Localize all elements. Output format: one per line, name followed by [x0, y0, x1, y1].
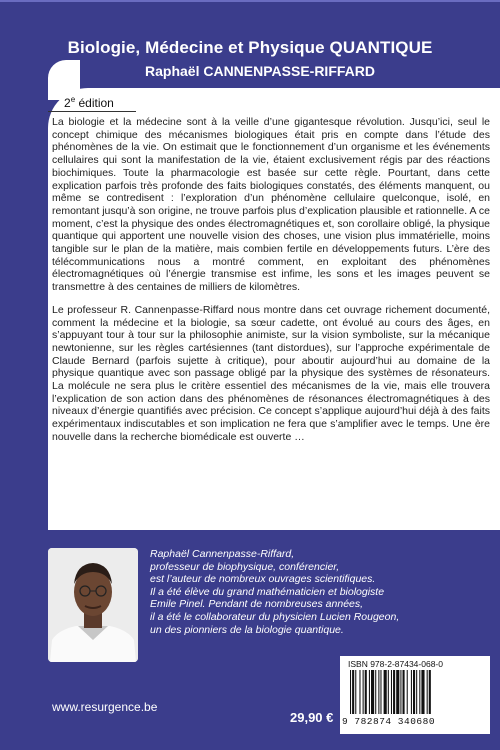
bio-line: est l’auteur de nombreux ouvrages scientifiques. — [150, 573, 376, 586]
author-portrait-image — [48, 548, 138, 662]
bio-line: un des pionniers de la biologie quantique. — [150, 623, 344, 636]
bio-line: il a été le collaborateur du physicien Lucien Rougeon, — [150, 610, 400, 623]
edition-number: 2 — [64, 96, 71, 110]
bio-line: professeur de biophysique, conférencier, — [150, 560, 340, 573]
isbn-label: ISBN 978-2-87434-068-0 — [348, 659, 443, 669]
bio-line: Raphaël Cannenpasse-Riffard, — [150, 548, 295, 560]
edition-underline — [48, 111, 136, 112]
blurb — [52, 116, 490, 454]
barcode-icon — [348, 670, 482, 716]
bio-line: Il a été élève du grand mathématicien et biologiste — [150, 585, 385, 598]
bio-line: Emile Pinel. Pendant de nombreuses années, — [150, 598, 364, 611]
author-name: Raphaël CANNENPASSE-RIFFARD — [145, 63, 375, 79]
book-title: Biologie, Médecine et Physique QUANTIQUE — [67, 38, 433, 57]
publisher-website[interactable]: www.resurgence.be — [52, 700, 158, 714]
edition-label — [64, 95, 114, 110]
edition-suffix: e — [70, 95, 76, 104]
author-photo — [48, 548, 138, 662]
edition-word: édition — [75, 96, 114, 110]
price-label: 29,90 € — [290, 710, 334, 725]
blurb-paragraph: Le professeur R. Cannenpasse-Riffard nous montre dans cet ouvrage richement documenté, comment la médecine et la biologie, sa sœur cadette, ont évolué au cours des âges, en s’appuyant tour à tour sur la philosophie animiste, sur la vision symboliste, sur la mécanique newtonienne, sur les règles cartésiennes (tant distordues), sur l’approche expérimentale de Claude Bernard (parfois sujette à critique), pour aboutir aujourd’hui au domaine de la physique quantique avec son passage obligé par la physique des systèmes de résonateurs. La molécule ne sera plus le critère essentiel des mécanismes de la vie, mais elle trouvera l’explication de son action dans des phénomènes de résonances électromagnétiques à des niveaux d’énergie quantifiés avec précision. Ce concept s’applique aujourd’hui déjà à des faits expérimentaux indiscutables et son implication ne fera que s’amplifier avec le temps. Une ère nouvelle dans la recherche biomédicale est ouverte … — [52, 303, 490, 443]
barcode-panel — [340, 656, 490, 734]
author-bio — [150, 548, 470, 636]
barcode-number: 9 782874 340680 — [342, 716, 436, 727]
blurb-paragraph: La biologie et la médecine sont à la veille d’une gigantesque révolution. Jusqu’ici, seul le concept chimique des mécanismes biologiques était pris en compte dans l’étude des phénomènes de la vie. On estimait que le fonctionnement d’un organisme et les événements cellulaires qui sont la manifestation de la vie, étaient exclusivement régis par des réactions biochimiques. Toute la pharmacologie est basée sur cette règle. Pourtant, dans cette explication parfois très profonde des faits biologiques constatés, des éléments manquent, ou même se contredisent : l’exploration d’un phénomène cellulaire quelconque, isolé, en remontant jusqu’à son origine, ne trouve parfois plus d’explication plausible et rationnelle. A ce moment, c’est la physique des ondes électromagnétiques et, son corollaire obligé, la physique quantique qui apportent une nouvelle vision des choses, une vision plus immatérielle, moins tangible sur le plan de la matière, mais combien fertile en développements futurs. L’ère des télécommunications nous a montré comment, en exploitant des phénomènes électromagnétiques où l’énergie transmise est infime, les sons et les images peuvent se transmettre à des centaines de milliers de kilomètres. — [52, 116, 490, 294]
